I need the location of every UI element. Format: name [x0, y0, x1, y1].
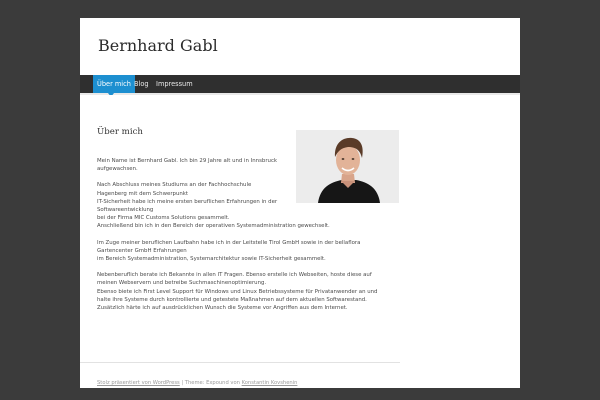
site-title[interactable]: Bernhard Gabl — [98, 36, 218, 55]
page-container — [80, 18, 520, 388]
site-footer — [97, 380, 297, 386]
portrait-photo — [296, 130, 399, 203]
main-navigation — [80, 75, 520, 95]
nav-item-ueber-mich[interactable]: Über mich — [93, 75, 135, 93]
paragraph-education: Nach Abschluss meines Studiums an der Fachhochschule Hagenberg mit dem Schwerpunkt IT-Sicherheit habe ich meine ersten beruflichen Erfahrungen in der Softwareentwicklung bei der Firma MIC Customs Solutions gesammelt. Anschließend bin ich in den Bereich der operativen Systemadministration gewechselt. — [97, 182, 330, 230]
nav-item-impressum[interactable]: Impressum — [156, 80, 193, 88]
footer-wordpress-link[interactable]: Stolz präsentiert von WordPress — [97, 380, 180, 386]
footer-author-link[interactable]: Konstantin Kovshenin — [241, 380, 298, 386]
paragraph-career: Im Zuge meiner beruflichen Laufbahn habe ich in der Leitstelle Tirol GmbH sowie in der bellaflora Gartencenter GmbH Erfahrungen im Bereich Systemadministration, Systemarchitektur sowie IT-Sicherheit gesammelt. — [97, 239, 361, 263]
entry-title: Über mich — [97, 127, 143, 137]
paragraph-side-business: Nebenberuflich berate ich Bekannte in allen IT Fragen. Ebenso erstelle ich Webseiten, hoste diese auf meinen Webservern und betreibe Suchmaschinenoptimierung. Ebenso biete ich First Level Support für Windows und Linux Betriebssysteme für Privatanwender an und halte ihre Systeme durch kontrollierte und getestete Maßnahmen auf dem aktuellen Softwarestand. Zusätzlich härte ich auf ausdrücklichen Wunsch die Systeme vor Angriffen aus dem Internet. — [97, 272, 378, 312]
nav-item-blog[interactable]: Blog — [134, 80, 149, 88]
footer-theme-text: | Theme: Expound von — [179, 380, 242, 386]
footer-divider — [80, 362, 400, 363]
paragraph-intro: Mein Name ist Bernhard Gabl. Ich bin 29 Jahre alt und in Innsbruck aufgewachsen. — [97, 158, 278, 173]
